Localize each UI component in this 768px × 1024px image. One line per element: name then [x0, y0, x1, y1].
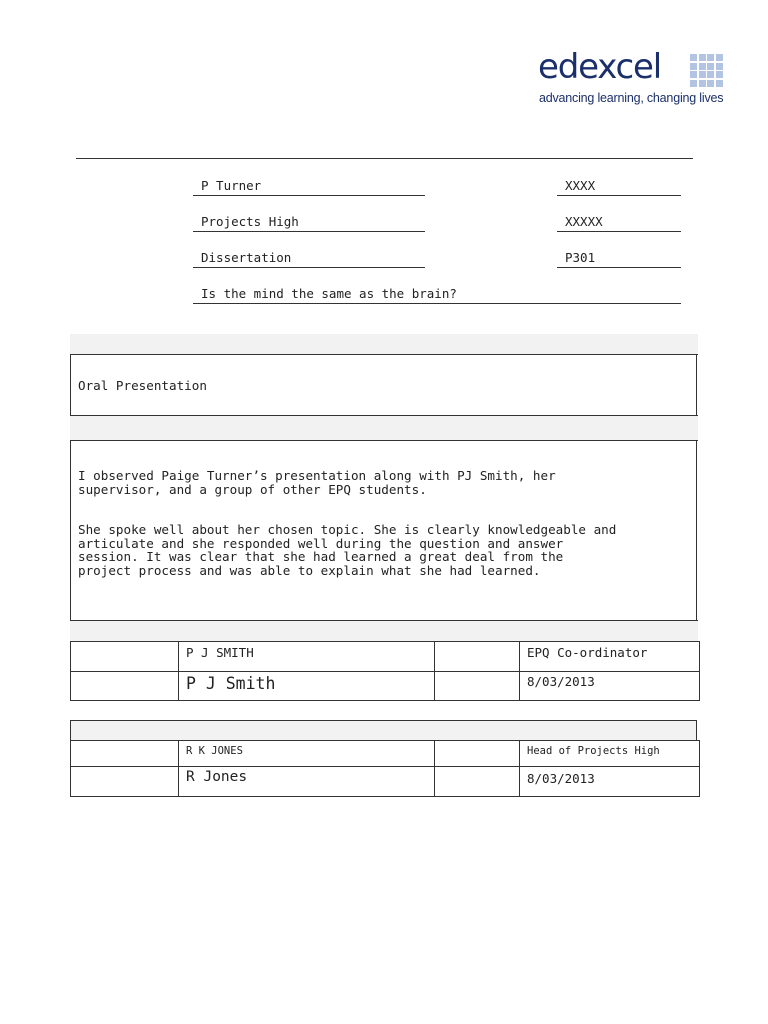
project-title-field: Is the mind the same as the brain?: [193, 284, 681, 304]
signoff-table-1: [70, 641, 700, 701]
assessor-date: 8/03/2013: [520, 672, 700, 701]
moderator-signature: R Jones: [179, 767, 435, 797]
signoff-label-cell: [71, 642, 179, 672]
comments-header-bar: [70, 416, 698, 440]
activity-text: Oral Presentation: [78, 378, 207, 393]
signoff-table-2: [70, 740, 700, 797]
moderator-role: Head of Projects High: [520, 741, 700, 767]
moderator-header-bar: [70, 720, 697, 740]
project-code-field: P301: [557, 248, 681, 268]
candidate-name-field: P Turner: [193, 176, 425, 196]
centre-name-field: Projects High: [193, 212, 425, 232]
moderator-name: R K JONES: [179, 741, 435, 767]
signoff-label-cell: [71, 741, 179, 767]
assessor-role: EPQ Co-ordinator: [520, 642, 700, 672]
signoff-label-cell: [435, 642, 520, 672]
comment-paragraph-1: I observed Paige Turner’s presentation along with PJ Smith, her supervisor, and a group of other EPQ students.: [78, 468, 556, 497]
signoff-label-cell: [435, 767, 520, 797]
activity-header-bar: [70, 334, 698, 354]
edexcel-logo-wordmark: edexcel: [538, 47, 662, 87]
signoff-label-cell: [71, 767, 179, 797]
comment-paragraph-2: She spoke well about her chosen topic. She is clearly knowledgeable and articulate and she responded well during the question and answer session. It was clear that she had learned a great deal from the project process and was able to explain what she had learned.: [78, 522, 617, 578]
project-type-field: Dissertation: [193, 248, 425, 268]
signoff-label-cell: [435, 672, 520, 701]
edexcel-logo-tagline: advancing learning, changing lives: [539, 91, 724, 105]
divider: [70, 440, 698, 441]
divider: [70, 354, 698, 355]
signoff-label-cell: [71, 672, 179, 701]
centre-number-field: XXXXX: [557, 212, 681, 232]
signoff-header-bar: [70, 621, 698, 641]
candidate-number-field: XXXX: [557, 176, 681, 196]
assessor-signature: P J Smith: [179, 672, 435, 701]
signoff-label-cell: [435, 741, 520, 767]
moderator-date: 8/03/2013: [520, 767, 700, 797]
edexcel-logo-grid-icon: [690, 54, 724, 88]
header-divider: [76, 158, 693, 159]
assessor-name: P J SMITH: [179, 642, 435, 672]
